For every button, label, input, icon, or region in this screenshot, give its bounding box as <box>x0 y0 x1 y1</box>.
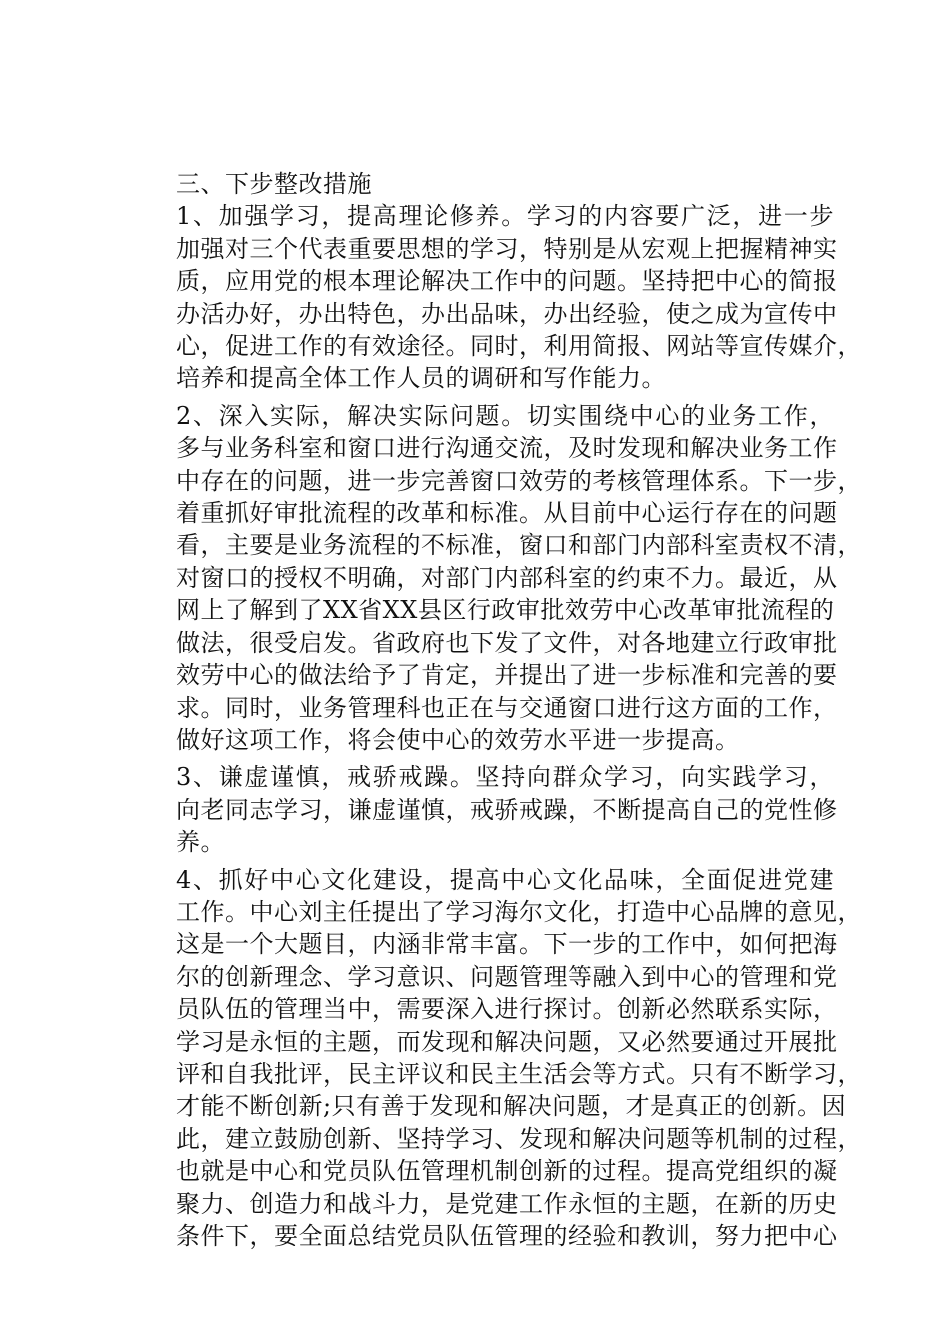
section-heading: 三、下步整改措施 <box>176 170 372 198</box>
text-line: 质，应用党的根本理论解决工作中的问题。坚持把中心的简报 <box>176 267 838 296</box>
text-line: 工作。中心刘主任提出了学习海尔文化，打造中心品牌的意见， <box>176 897 862 926</box>
text-line: 做法，很受启发。省政府也下发了文件，对各地建立行政审批 <box>176 628 838 657</box>
text-line: 学习是永恒的主题，而发现和解决问题，又必然要通过开展批 <box>176 1027 838 1056</box>
text-line: 办活办好，办出特色，办出品味，办出经验，使之成为宣传中 <box>176 299 838 328</box>
paragraph-3 <box>128 761 838 858</box>
text-line: 向老同志学习，谦虚谨慎，戒骄戒躁，不断提高自己的党性修 <box>176 795 838 824</box>
text-line: 求。同时，业务管理科也正在与交通窗口进行这方面的工作， <box>176 693 838 722</box>
paragraph-4 <box>128 864 862 1253</box>
text-line: 也就是中心和党员队伍管理机制创新的过程。提高党组织的凝 <box>176 1157 838 1186</box>
text-line: 3、谦虚谨慎，戒骄戒躁。坚持向群众学习，向实践学习， <box>176 763 834 792</box>
text-line: 1、加强学习，提高理论修养。学习的内容要广泛，进一步 <box>176 202 834 231</box>
text-line: 效劳中心的做法给予了肯定，并提出了进一步标准和完善的要 <box>176 661 838 690</box>
text-line: 才能不断创新;只有善于发现和解决问题，才是真正的创新。因 <box>176 1092 847 1121</box>
paragraph-1 <box>128 200 862 394</box>
text-line: 评和自我批评，民主评议和民主生活会等方式。只有不断学习， <box>176 1059 862 1088</box>
text-line: 对窗口的授权不明确，对部门内部科室的约束不力。最近，从 <box>176 563 838 592</box>
text-line: 做好这项工作，将会使中心的效劳水平进一步提高。 <box>176 725 740 754</box>
text-line: 尔的创新理念、学习意识、问题管理等融入到中心的管理和党 <box>176 962 838 991</box>
text-line: 条件下，要全面总结党员队伍管理的经验和教训，努力把中心 <box>176 1222 838 1250</box>
text-line: 4、抓好中心文化建设，提高中心文化品味，全面促进党建 <box>176 865 834 894</box>
text-line: 这是一个大题目，内涵非常丰富。下一步的工作中，如何把海 <box>176 930 838 959</box>
text-line: 看，主要是业务流程的不标准，窗口和部门内部科室责权不清， <box>176 531 862 560</box>
text-line: 网上了解到了XX省XX县区行政审批效劳中心改革审批流程的 <box>176 596 835 625</box>
text-line: 加强对三个代表重要思想的学习，特别是从宏观上把握精神实 <box>176 234 838 263</box>
text-line: 心，促进工作的有效途径。同时，利用简报、网站等宣传媒介， <box>176 332 862 361</box>
text-line: 中存在的问题，进一步完善窗口效劳的考核管理体系。下一步， <box>176 466 862 495</box>
text-line: 2、深入实际，解决实际问题。切实围绕中心的业务工作， <box>176 401 834 430</box>
text-line: 养。 <box>176 828 225 857</box>
text-line: 员队伍的管理当中，需要深入进行探讨。创新必然联系实际， <box>176 995 838 1024</box>
text-line: 此，建立鼓励创新、坚持学习、发现和解决问题等机制的过程， <box>176 1124 862 1153</box>
text-line: 培养和提高全体工作人员的调研和写作能力。 <box>176 364 666 393</box>
paragraph-2 <box>128 400 862 756</box>
text-line: 多与业务科室和窗口进行沟通交流，及时发现和解决业务工作 <box>176 434 838 463</box>
document-body <box>128 168 862 1252</box>
text-line: 聚力、创造力和战斗力，是党建工作永恒的主题，在新的历史 <box>176 1189 838 1218</box>
text-line: 着重抓好审批流程的改革和标准。从目前中心运行存在的问题 <box>176 499 838 528</box>
